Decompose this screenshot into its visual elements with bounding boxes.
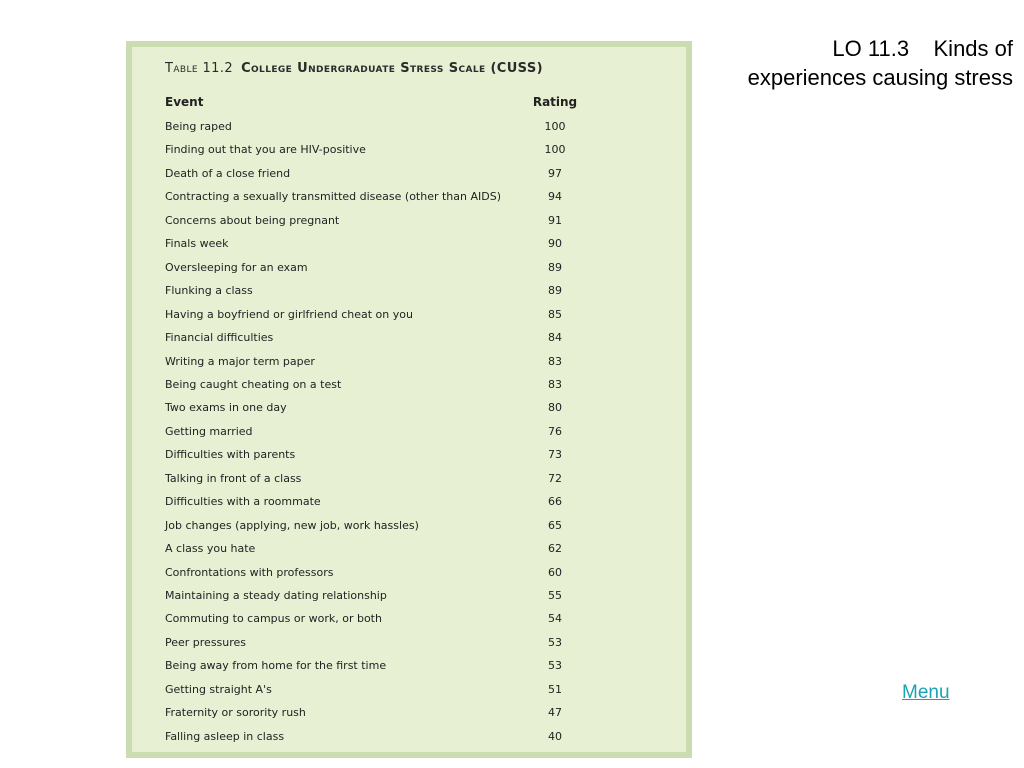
table-title: College Undergraduate Stress Scale (CUSS) (241, 61, 543, 76)
rating-cell: 90 (548, 237, 562, 251)
event-cell: Getting straight A's (165, 682, 272, 696)
event-cell: Financial difficulties (165, 331, 274, 345)
menu-link[interactable]: Menu (902, 682, 950, 703)
event-cell: Having a boyfriend or girlfriend cheat on you (165, 307, 413, 321)
rating-cell: 84 (548, 331, 562, 345)
rating-cell: 89 (548, 260, 562, 274)
event-cell: Death of a close friend (165, 166, 291, 180)
event-cell: Writing a major term paper (165, 354, 315, 368)
rating-cell: 97 (548, 166, 562, 180)
slide-title (748, 34, 1013, 92)
rating-cell: 55 (548, 589, 562, 602)
column-header-event: Event (165, 95, 204, 109)
event-cell: Two exams in one day (165, 401, 287, 415)
event-cell: Peer pressures (165, 635, 247, 649)
stress-scale-table (126, 41, 692, 758)
rating-cell: 80 (548, 401, 562, 415)
slide-title-line-1: LO 11.3 Kinds of (832, 36, 1013, 61)
rating-cell: 85 (548, 307, 562, 321)
event-cell: Falling asleep in class (165, 729, 285, 743)
event-cell: Contracting a sexually transmitted disease (other than AIDS) (165, 190, 502, 204)
slide-title-line-2: experiences causing stress (747, 65, 1013, 90)
table-number: Table 11.2 (165, 61, 234, 76)
event-cell: Difficulties with a roommate (165, 495, 321, 509)
rating-cell: 66 (548, 495, 562, 509)
event-cell: Flunking a class (165, 284, 253, 298)
event-cell: Concerns about being pregnant (165, 213, 340, 227)
rating-cell: 83 (548, 354, 562, 368)
event-cell: Confrontations with professors (165, 565, 334, 579)
rating-cell: 54 (548, 612, 562, 626)
event-cell: Being caught cheating on a test (165, 377, 342, 391)
rating-cell: 73 (548, 448, 562, 462)
event-cell: Oversleeping for an exam (165, 260, 308, 274)
rating-cell: 51 (548, 682, 562, 696)
event-cell: Fraternity or sorority rush (165, 706, 306, 720)
event-cell: Getting married (165, 424, 253, 438)
rating-cell: 83 (548, 377, 562, 391)
rating-cell: 40 (548, 729, 562, 743)
event-cell: Difficulties with parents (165, 448, 296, 462)
rating-cell: 89 (548, 284, 562, 298)
rating-cell: 91 (548, 213, 562, 227)
event-cell: Finals week (165, 237, 229, 251)
rating-cell: 100 (544, 143, 566, 157)
rating-cell: 100 (544, 120, 566, 133)
rating-cell: 47 (548, 706, 562, 720)
rating-cell: 76 (548, 424, 562, 438)
rating-cell: 62 (548, 542, 562, 556)
rating-cell: 94 (548, 190, 562, 204)
event-cell: Maintaining a steady dating relationship (165, 589, 387, 602)
rating-cell: 53 (548, 659, 562, 673)
event-cell: Commuting to campus or work, or both (165, 612, 382, 626)
event-cell: Being raped (165, 120, 232, 133)
rating-cell: 53 (548, 635, 562, 649)
rating-cell: 65 (548, 518, 562, 532)
event-cell: Job changes (applying, new job, work hassles) (165, 518, 419, 532)
event-cell: Being away from home for the first time (165, 659, 387, 673)
event-cell: Talking in front of a class (165, 471, 302, 485)
rating-cell: 72 (548, 471, 562, 485)
event-cell: A class you hate (165, 542, 256, 556)
rating-cell: 60 (548, 565, 562, 579)
table-caption (165, 61, 543, 76)
event-cell: Finding out that you are HIV-positive (165, 143, 366, 157)
column-header-rating: Rating (532, 95, 578, 109)
